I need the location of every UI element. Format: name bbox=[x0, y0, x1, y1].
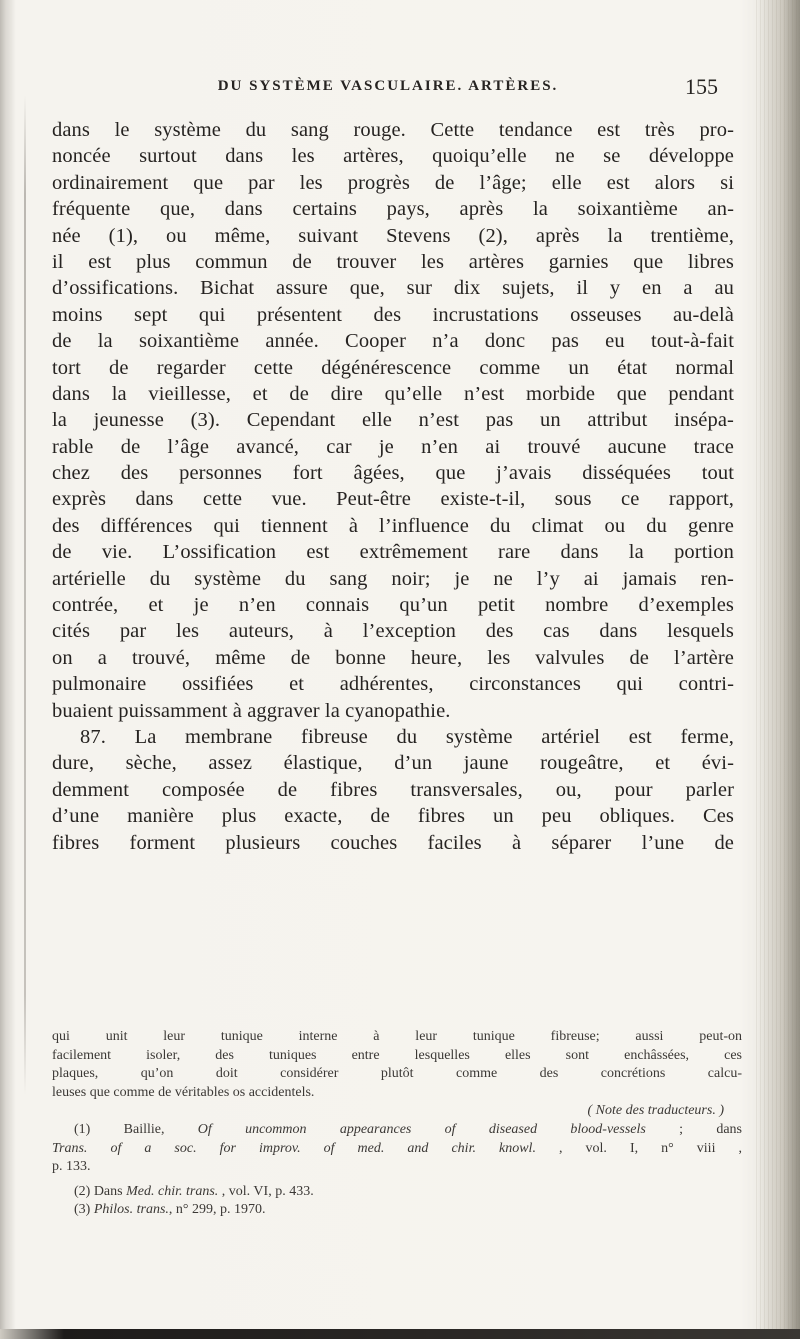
translator-note-line: facilement isoler, des tuniques entre lesquelles elles sont enchâssées, ces bbox=[52, 1047, 742, 1063]
text-line: d’ossifications. Bichat assure que, sur dix sujets, il y en a au bbox=[52, 277, 734, 300]
text-line: contrée, et je n’en connais qu’un petit nombre d’exemples bbox=[52, 594, 734, 617]
text-line: dans la vieillesse, et de dire qu’elle n’est morbide que pendant bbox=[52, 382, 734, 405]
footnote-1-line2 bbox=[52, 1140, 742, 1159]
footnote-3-source: Philos. trans. bbox=[93, 1202, 169, 1218]
text-line: demment composée de fibres transversales, ou, pour parler bbox=[52, 778, 734, 801]
footnote-2-source: Med. chir. trans. bbox=[126, 1183, 219, 1199]
text-line: dure, sèche, assez élastique, d’un jaune rougeâtre, et évi- bbox=[52, 752, 734, 775]
footnote-2-rest: , vol. VI, p. 433. bbox=[218, 1183, 314, 1199]
text-line: pulmonaire ossifiées et adhérentes, circonstances qui contri- bbox=[52, 673, 734, 696]
translator-note-line: qui unit leur tunique interne à leur tunique fibreuse; aussi peut-on bbox=[52, 1029, 742, 1044]
text-line: cités par les auteurs, à l’exception des cas dans lesquels bbox=[52, 620, 734, 643]
text-line: dans le système du sang rouge. Cette tendance est très pro- bbox=[52, 119, 734, 141]
page-bottom-edge bbox=[0, 1329, 800, 1339]
footnote-1-source: Trans. of a soc. for improv. of med. and chir. knowl. bbox=[52, 1140, 536, 1156]
text-line: rable de l’âge avancé, car je n’en ai trouvé aucune trace bbox=[52, 435, 734, 458]
text-line: moins sept qui présentent des incrustations osseuses au-delà bbox=[52, 303, 734, 326]
text-line: chez des personnes fort âgées, que j’avais disséquées tout bbox=[52, 462, 734, 485]
translator-note-line: leuses que comme de véritables os accidentels. bbox=[52, 1084, 315, 1100]
text-line: il est plus commun de trouver les artères garnies que libres bbox=[52, 250, 734, 273]
text-line: noncée surtout dans les artères, quoiqu’elle ne se développe bbox=[52, 145, 734, 168]
page-stack-edge bbox=[756, 0, 800, 1339]
text-line: la jeunesse (3). Cependant elle n’est pas un attribut insépa- bbox=[52, 409, 734, 432]
footnote-3-rest: , n° 299, p. 1970. bbox=[168, 1202, 266, 1218]
running-head-title: DU SYSTÈME VASCULAIRE. ARTÈRES. bbox=[217, 78, 559, 94]
text-line: de vie. L’ossification est extrêmement rare dans la portion bbox=[52, 541, 734, 564]
body-text bbox=[52, 117, 734, 856]
text-line: fréquente que, dans certains pays, après la soixantième an- bbox=[52, 198, 734, 221]
text-line: née (1), ou même, suivant Stevens (2), après la trentième, bbox=[52, 224, 734, 247]
translator-note-line: plaques, qu’on doit considérer plutôt comme des concrétions calcu- bbox=[52, 1066, 742, 1082]
footnote-1-page: p. 133. bbox=[52, 1159, 91, 1175]
text-line: on a trouvé, même de bonne heure, les valvules de l’artère bbox=[52, 646, 734, 669]
paragraph-end-line: buaient puissamment à aggraver la cyanopathie. bbox=[52, 699, 451, 722]
text-line: exprès dans cette vue. Peut-être existe-t-il, sous ce rapport, bbox=[52, 488, 734, 511]
footnotes-area bbox=[52, 1028, 742, 1220]
footnote-2 bbox=[52, 1183, 742, 1202]
footnote-2-marker: (2) Dans bbox=[74, 1183, 127, 1199]
section-87-first-line: 87. La membrane fibreuse du système artériel est ferme, bbox=[80, 725, 734, 748]
text-line: ordinairement que par les progrès de l’âge; elle est alors si bbox=[52, 171, 734, 194]
footnote-1 bbox=[52, 1121, 742, 1140]
binding-crease bbox=[24, 95, 26, 1095]
text-line: des différences qui tiennent à l’influence du climat ou du genre bbox=[52, 514, 734, 537]
footnote-3 bbox=[52, 1201, 742, 1220]
footnote-1-marker: (1) bbox=[74, 1121, 124, 1137]
footnote-3-marker: (3) bbox=[74, 1202, 94, 1218]
footnote-1-title: Of uncommon appearances of diseased blood-vessels bbox=[197, 1121, 646, 1137]
text-line: d’une manière plus exacte, de fibres un peu obliques. Ces bbox=[52, 805, 734, 828]
binding-shadow bbox=[0, 0, 16, 1339]
text-line: artérielle du système du sang noir; je ne l’y ai jamais ren- bbox=[52, 567, 734, 590]
running-head bbox=[108, 74, 718, 104]
text-line: tort de regarder cette dégénérescence comme un état normal bbox=[52, 356, 734, 379]
translator-note-attribution: ( Note des traducteurs. ) bbox=[587, 1103, 724, 1119]
page-number: 155 bbox=[685, 74, 718, 99]
footnote-1-volume: , vol. I, n° viii , bbox=[535, 1140, 743, 1156]
footnote-1-after-title: ; dans bbox=[645, 1121, 742, 1137]
footnote-1-author: Baillie, bbox=[123, 1121, 198, 1137]
text-line: de la soixantième année. Cooper n’a donc pas eu tout-à-fait bbox=[52, 330, 734, 353]
text-line: fibres forment plusieurs couches faciles à séparer l’une de bbox=[52, 831, 734, 854]
